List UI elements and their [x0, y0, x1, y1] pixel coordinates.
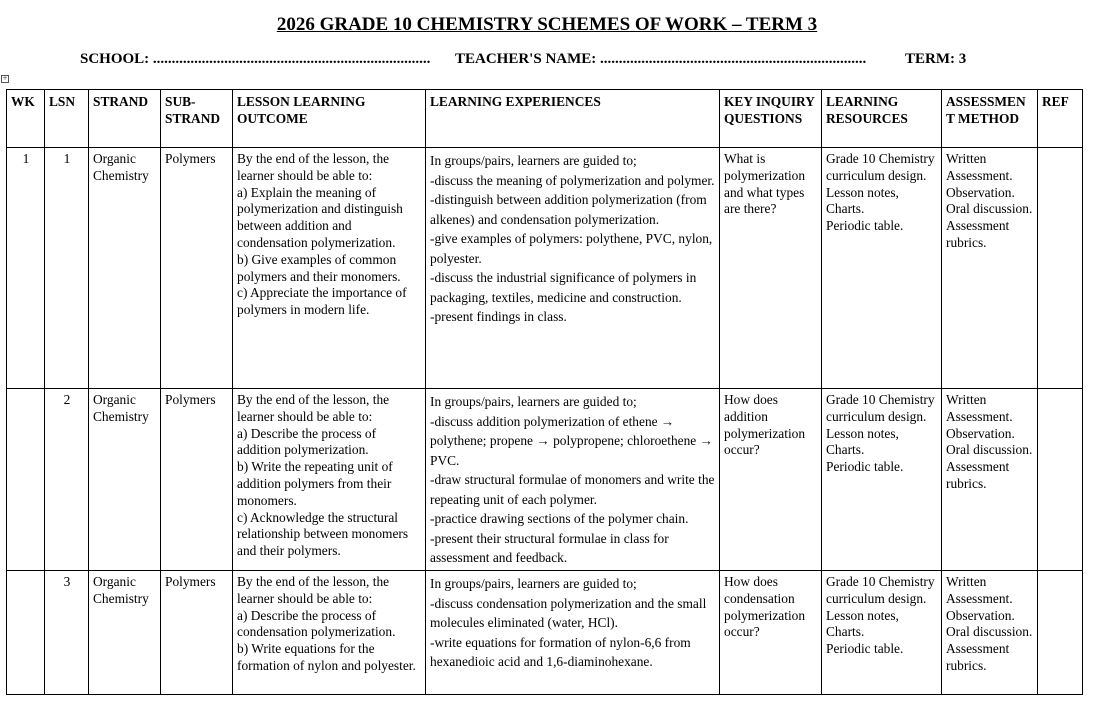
outcome-cell [233, 571, 426, 695]
resources-cell-line: Periodic table. [826, 641, 904, 657]
outcome-cell-line: a) Describe the process of addition polymerization. [237, 425, 377, 458]
resources-cell-line: Charts. [826, 201, 865, 217]
outcome-cell-line: a) Describe the process of condensation polymerization. [237, 607, 396, 640]
sub-strand-cell: Polymers [161, 389, 233, 571]
outcome-cell-line: By the end of the lesson, the learner should be able to: [237, 574, 390, 606]
week-cell [7, 571, 45, 695]
assessment-cell-line: Written Assessment. [946, 574, 1013, 606]
ref-cell [1038, 148, 1083, 389]
resources-cell-line: Charts. [826, 624, 865, 640]
experiences-cell-line: -draw structural formulae of monomers and write the repeating unit of each polymer. [430, 472, 715, 507]
resources-cell-line: Lesson notes, [826, 607, 899, 623]
assessment-cell [942, 148, 1038, 389]
school-field[interactable]: SCHOOL: .......................................................................... [80, 51, 431, 67]
questions-cell: How does addition polymerization occur? [720, 389, 822, 571]
sub-strand-cell: Polymers [161, 148, 233, 389]
assessment-cell-line: Observation. [946, 425, 1015, 441]
lesson-cell: 3 [45, 571, 89, 695]
assessment-cell-line: Assessment rubrics. [946, 218, 1010, 250]
header-sub-strand: SUB-STRAND [161, 90, 233, 148]
experiences-cell-line: -give examples of polymers: polythene, PVC, nylon, polyester. [430, 231, 713, 266]
resources-cell-line: Grade 10 Chemistry curriculum design. [826, 392, 935, 424]
lesson-cell: 2 [45, 389, 89, 571]
outcome-cell-line: b) Give examples of common polymers and their monomers. [237, 251, 401, 284]
term-label: TERM: 3 [905, 51, 967, 67]
experiences-cell-line: -discuss the meaning of polymerization and polymer. [430, 172, 715, 188]
assessment-cell-line: Oral discussion. [946, 442, 1033, 458]
outcome-cell-line: a) Explain the meaning of polymerization and distinguish between addition and condensation polymerization. [237, 184, 403, 250]
outcome-cell-line: By the end of the lesson, the learner should be able to: [237, 151, 390, 183]
resources-cell-line: Lesson notes, [826, 184, 899, 200]
experiences-cell-line: -discuss the industrial significance of polymers in packaging, textiles, medicine and construction. [430, 270, 697, 305]
outcome-cell [233, 148, 426, 389]
document-title: 2026 GRADE 10 CHEMISTRY SCHEMES OF WORK – TERM 3 [276, 14, 818, 35]
info-line [0, 51, 1094, 71]
ref-cell [1038, 571, 1083, 695]
table-row [7, 571, 1083, 695]
experiences-cell-line: In groups/pairs, learners are guided to; [430, 576, 637, 591]
experiences-cell-line: -write equations for formation of nylon-6,6 from hexanedioic acid and 1,6-diaminohexane. [430, 634, 691, 669]
header-wk: WK [7, 90, 45, 148]
header-resources: LEARNING RESOURCES [822, 90, 942, 148]
header-row [7, 90, 1083, 148]
scheme-table [6, 89, 1083, 695]
week-cell [7, 389, 45, 571]
outcome-cell-line: b) Write the repeating unit of addition polymers from their monomers. [237, 459, 393, 508]
experiences-cell [426, 389, 720, 571]
assessment-cell-line: Assessment rubrics. [946, 459, 1010, 491]
assessment-cell-line: Oral discussion. [946, 624, 1033, 640]
assessment-cell-line: Written Assessment. [946, 151, 1013, 183]
sub-strand-cell: Polymers [161, 571, 233, 695]
table-row [7, 389, 1083, 571]
outcome-cell-line: c) Appreciate the importance of polymers in modern life. [237, 285, 407, 318]
header-strand: STRAND [89, 90, 161, 148]
experiences-cell [426, 571, 720, 695]
experiences-cell-line: -distinguish between addition polymerization (from alkenes) and condensation polymerization. [430, 192, 707, 227]
week-cell: 1 [7, 148, 45, 389]
table-row [7, 148, 1083, 389]
resources-cell-line: Grade 10 Chemistry curriculum design. [826, 574, 935, 606]
experiences-cell-line: -discuss addition polymerization of ethene → polythene; propene → polypropene; chloroethene → PVC. [430, 413, 713, 468]
resources-cell [822, 571, 942, 695]
strand-cell: Organic Chemistry [89, 148, 161, 389]
outcome-cell-line: c) Acknowledge the structural relationship between monomers and their polymers. [237, 509, 409, 559]
strand-cell: Organic Chemistry [89, 389, 161, 571]
assessment-cell [942, 571, 1038, 695]
questions-cell: What is polymerization and what types are there? [720, 148, 822, 389]
experiences-cell-line: -present findings in class. [430, 309, 567, 324]
header-questions: KEY INQUIRY QUESTIONS [720, 90, 822, 148]
header-ref: REF [1038, 90, 1083, 148]
experiences-cell-line: -practice drawing sections of the polymer chain. [430, 511, 689, 526]
assessment-cell [942, 389, 1038, 571]
resources-cell [822, 148, 942, 389]
strand-cell: Organic Chemistry [89, 571, 161, 695]
header-outcome: LESSON LEARNING OUTCOME [233, 90, 426, 148]
experiences-cell-line: In groups/pairs, learners are guided to; [430, 394, 637, 409]
questions-cell: How does condensation polymerization occur? [720, 571, 822, 695]
outcome-cell [233, 389, 426, 571]
resources-cell-line: Periodic table. [826, 218, 904, 234]
ref-cell [1038, 389, 1083, 571]
experiences-cell-line: In groups/pairs, learners are guided to; [430, 153, 637, 168]
assessment-cell-line: Observation. [946, 184, 1015, 200]
resources-cell-line: Charts. [826, 442, 865, 458]
outcome-cell-line: By the end of the lesson, the learner should be able to: [237, 392, 390, 424]
experiences-cell [426, 148, 720, 389]
resources-cell [822, 389, 942, 571]
header-lsn: LSN [45, 90, 89, 148]
resources-cell-line: Lesson notes, [826, 425, 899, 441]
lesson-cell: 1 [45, 148, 89, 389]
header-assessment: ASSESSMENT METHOD [942, 90, 1038, 148]
assessment-cell-line: Assessment rubrics. [946, 641, 1010, 673]
experiences-cell-line: -present their structural formulae in class for assessment and feedback. [430, 530, 669, 565]
assessment-cell-line: Oral discussion. [946, 201, 1033, 217]
header-experiences: LEARNING EXPERIENCES [426, 90, 720, 148]
experiences-cell-line: -discuss condensation polymerization and the small molecules eliminated (water, HCl). [430, 595, 707, 630]
assessment-cell-line: Written Assessment. [946, 392, 1013, 424]
resources-cell-line: Periodic table. [826, 459, 904, 475]
outcome-cell-line: b) Write equations for the formation of nylon and polyester. [237, 641, 416, 673]
teacher-name-field[interactable]: TEACHER'S NAME: ....................................................................... [455, 51, 867, 67]
assessment-cell-line: Observation. [946, 607, 1015, 623]
move-cross-icon[interactable]: + [2, 75, 8, 82]
resources-cell-line: Grade 10 Chemistry curriculum design. [826, 151, 935, 183]
